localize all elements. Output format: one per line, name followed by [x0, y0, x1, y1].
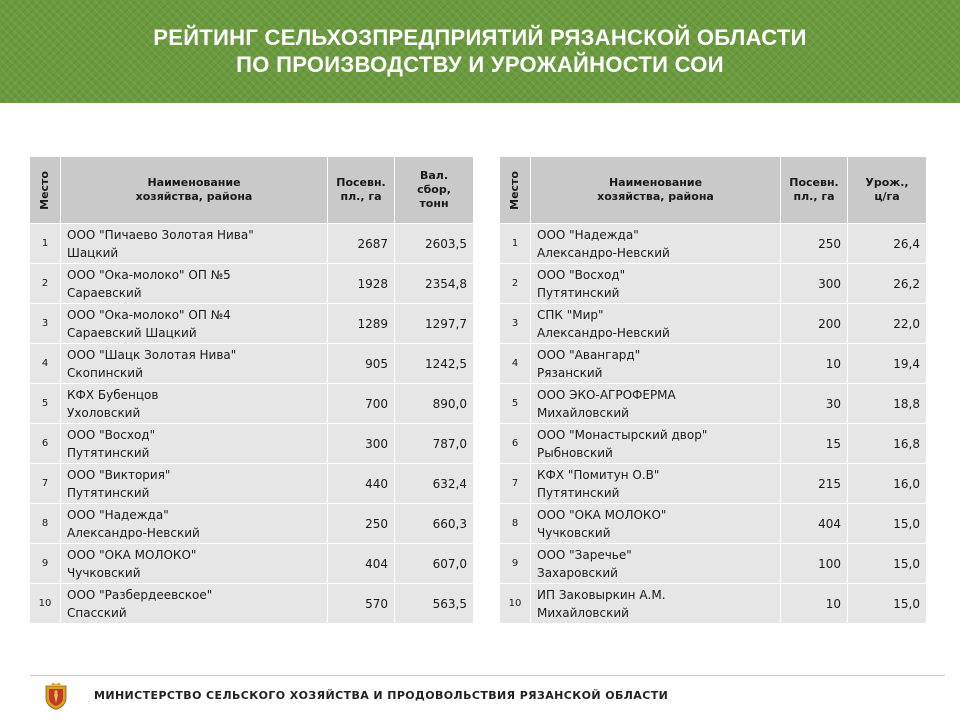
- farm-name: ООО "Восход": [67, 427, 156, 442]
- rank-cell: 6: [500, 424, 530, 463]
- farm-name: ООО "Монастырский двор": [537, 427, 708, 442]
- area-cell: 404: [781, 504, 847, 543]
- farm-name: ООО "ОКА МОЛОКО": [67, 547, 197, 562]
- page-title: [0, 24, 960, 78]
- rank-cell: 3: [30, 304, 60, 343]
- area-cell: 570: [328, 584, 394, 623]
- farm-name-cell: [531, 224, 780, 263]
- area-cell: 15: [781, 424, 847, 463]
- value-cell: 19,4: [848, 344, 926, 383]
- farm-name-cell: [61, 304, 327, 343]
- production-ranking-table: [29, 156, 474, 624]
- table-row: [500, 464, 926, 503]
- rank-cell: 5: [500, 384, 530, 423]
- rank-cell: 5: [30, 384, 60, 423]
- value-cell: 2354,8: [395, 264, 473, 303]
- table-row: [500, 504, 926, 543]
- district-name: Михайловский: [537, 405, 629, 420]
- table-row: [30, 544, 473, 583]
- value-cell: 18,8: [848, 384, 926, 423]
- area-cell: 905: [328, 344, 394, 383]
- area-cell: 300: [781, 264, 847, 303]
- table-row: [30, 464, 473, 503]
- table-row: [30, 424, 473, 463]
- area-cell: 100: [781, 544, 847, 583]
- farm-name: ООО "Надежда": [67, 507, 169, 522]
- table-row: [500, 304, 926, 343]
- farm-name-cell: [531, 344, 780, 383]
- farm-name-cell: [531, 464, 780, 503]
- value-cell: 660,3: [395, 504, 473, 543]
- rank-cell: 7: [30, 464, 60, 503]
- farm-name-cell: [531, 304, 780, 343]
- area-cell: 250: [781, 224, 847, 263]
- district-name: Путятинский: [537, 285, 620, 300]
- farm-name-cell: [61, 264, 327, 303]
- district-name: Захаровский: [537, 565, 618, 580]
- area-column-header: Посевн. пл., га: [781, 157, 847, 223]
- district-name: Чучковский: [67, 565, 141, 580]
- rank-cell: 4: [30, 344, 60, 383]
- district-name: Александро-Невский: [537, 325, 670, 340]
- farm-name: ООО "Шацк Золотая Нива": [67, 347, 237, 362]
- district-name: Путятинский: [537, 485, 620, 500]
- table-row: [500, 544, 926, 583]
- table-row: [30, 344, 473, 383]
- value-cell: 15,0: [848, 504, 926, 543]
- rank-cell: 8: [500, 504, 530, 543]
- farm-name: ООО "Разбердеевское": [67, 587, 213, 602]
- value-cell: 890,0: [395, 384, 473, 423]
- district-name: Скопинский: [67, 365, 143, 380]
- farm-name-cell: [531, 544, 780, 583]
- farm-name: ИП Заковыркин А.М.: [537, 587, 666, 602]
- yield-ranking-table: [499, 156, 927, 624]
- footer-ministry-name: МИНИСТЕРСТВО СЕЛЬСКОГО ХОЗЯЙСТВА И ПРОДОВОЛЬСТВИЯ РЯЗАНСКОЙ ОБЛАСТИ: [94, 689, 669, 702]
- district-name: Михайловский: [537, 605, 629, 620]
- farm-name: ООО "Ока-молоко" ОП №5: [67, 267, 231, 282]
- page-title-line2: ПО ПРОИЗВОДСТВУ И УРОЖАЙНОСТИ СОИ: [236, 52, 724, 77]
- district-name: Путятинский: [67, 445, 150, 460]
- area-cell: 440: [328, 464, 394, 503]
- value-cell: 26,4: [848, 224, 926, 263]
- farm-name-cell: [61, 344, 327, 383]
- district-name: Рыбновский: [537, 445, 613, 460]
- table-header-row: [30, 157, 473, 223]
- district-name: Чучковский: [537, 525, 611, 540]
- rank-cell: 3: [500, 304, 530, 343]
- district-name: Сараевский: [67, 285, 142, 300]
- value-cell: 1242,5: [395, 344, 473, 383]
- district-name: Рязанский: [537, 365, 603, 380]
- area-cell: 215: [781, 464, 847, 503]
- farm-name-cell: [61, 424, 327, 463]
- farm-name: ООО "Авангард": [537, 347, 641, 362]
- farm-name: ООО ЭКО-АГРОФЕРМА: [537, 387, 676, 402]
- value-cell: 16,8: [848, 424, 926, 463]
- rank-cell: 9: [30, 544, 60, 583]
- table-row: [30, 224, 473, 263]
- district-name: Путятинский: [67, 485, 150, 500]
- name-column-header: Наименование хозяйства, района: [61, 157, 327, 223]
- area-cell: 10: [781, 344, 847, 383]
- district-name: Александро-Невский: [67, 525, 200, 540]
- area-cell: 10: [781, 584, 847, 623]
- table-row: [30, 584, 473, 623]
- table-row: [500, 264, 926, 303]
- area-cell: 200: [781, 304, 847, 343]
- district-name: Александро-Невский: [537, 245, 670, 260]
- district-name: Шацкий: [67, 245, 119, 260]
- gross-harvest-column-header: Вал. сбор, тонн: [395, 157, 473, 223]
- area-cell: 2687: [328, 224, 394, 263]
- farm-name: ООО "Восход": [537, 267, 626, 282]
- district-name: Сараевский Шацкий: [67, 325, 197, 340]
- farm-name-cell: [61, 464, 327, 503]
- header-banner: [0, 0, 960, 103]
- area-cell: 300: [328, 424, 394, 463]
- table-header-row: [500, 157, 926, 223]
- farm-name-cell: [61, 224, 327, 263]
- rank-cell: 2: [500, 264, 530, 303]
- rank-cell: 10: [30, 584, 60, 623]
- yield-column-header: Урож., ц/га: [848, 157, 926, 223]
- rank-cell: 10: [500, 584, 530, 623]
- rank-cell: 2: [30, 264, 60, 303]
- area-cell: 404: [328, 544, 394, 583]
- farm-name: ООО "ОКА МОЛОКО": [537, 507, 667, 522]
- table-row: [500, 344, 926, 383]
- table-row: [30, 304, 473, 343]
- rank-cell: 1: [500, 224, 530, 263]
- farm-name-cell: [61, 504, 327, 543]
- area-cell: 1289: [328, 304, 394, 343]
- farm-name: СПК "Мир": [537, 307, 604, 322]
- farm-name-cell: [531, 424, 780, 463]
- area-column-header: Посевн. пл., га: [328, 157, 394, 223]
- page-title-line1: РЕЙТИНГ СЕЛЬХОЗПРЕДПРИЯТИЙ РЯЗАНСКОЙ ОБЛАСТИ: [153, 25, 807, 50]
- rank-column-header: Место: [30, 157, 60, 223]
- farm-name: ООО "Виктория": [67, 467, 171, 482]
- farm-name: ООО "Заречье": [537, 547, 632, 562]
- rank-cell: 6: [30, 424, 60, 463]
- value-cell: 2603,5: [395, 224, 473, 263]
- rank-cell: 7: [500, 464, 530, 503]
- table-row: [500, 384, 926, 423]
- rank-cell: 9: [500, 544, 530, 583]
- farm-name-cell: [61, 584, 327, 623]
- footer-divider: [30, 675, 945, 676]
- table-row: [30, 384, 473, 423]
- farm-name: ООО "Ока-молоко" ОП №4: [67, 307, 231, 322]
- farm-name-cell: [531, 584, 780, 623]
- farm-name: ООО "Надежда": [537, 227, 639, 242]
- value-cell: 1297,7: [395, 304, 473, 343]
- farm-name-cell: [61, 544, 327, 583]
- name-column-header: Наименование хозяйства, района: [531, 157, 780, 223]
- area-cell: 250: [328, 504, 394, 543]
- farm-name-cell: [531, 504, 780, 543]
- area-cell: 30: [781, 384, 847, 423]
- table-row: [500, 584, 926, 623]
- table-row: [500, 424, 926, 463]
- value-cell: 607,0: [395, 544, 473, 583]
- rank-cell: 8: [30, 504, 60, 543]
- value-cell: 787,0: [395, 424, 473, 463]
- value-cell: 632,4: [395, 464, 473, 503]
- area-cell: 1928: [328, 264, 394, 303]
- table-row: [30, 264, 473, 303]
- value-cell: 563,5: [395, 584, 473, 623]
- table-row: [500, 224, 926, 263]
- district-name: Спасский: [67, 605, 127, 620]
- area-cell: 700: [328, 384, 394, 423]
- district-name: Ухоловский: [67, 405, 141, 420]
- farm-name: ООО "Пичаево Золотая Нива": [67, 227, 254, 242]
- farm-name-cell: [61, 384, 327, 423]
- farm-name: КФХ "Помитун О.В": [537, 467, 660, 482]
- farm-name-cell: [531, 264, 780, 303]
- table-row: [30, 504, 473, 543]
- value-cell: 26,2: [848, 264, 926, 303]
- value-cell: 22,0: [848, 304, 926, 343]
- farm-name-cell: [531, 384, 780, 423]
- rank-column-header: Место: [500, 157, 530, 223]
- value-cell: 15,0: [848, 544, 926, 583]
- value-cell: 16,0: [848, 464, 926, 503]
- rank-cell: 4: [500, 344, 530, 383]
- rank-cell: 1: [30, 224, 60, 263]
- value-cell: 15,0: [848, 584, 926, 623]
- farm-name: КФХ Бубенцов: [67, 387, 159, 402]
- ryazan-coat-of-arms-icon: [44, 682, 68, 710]
